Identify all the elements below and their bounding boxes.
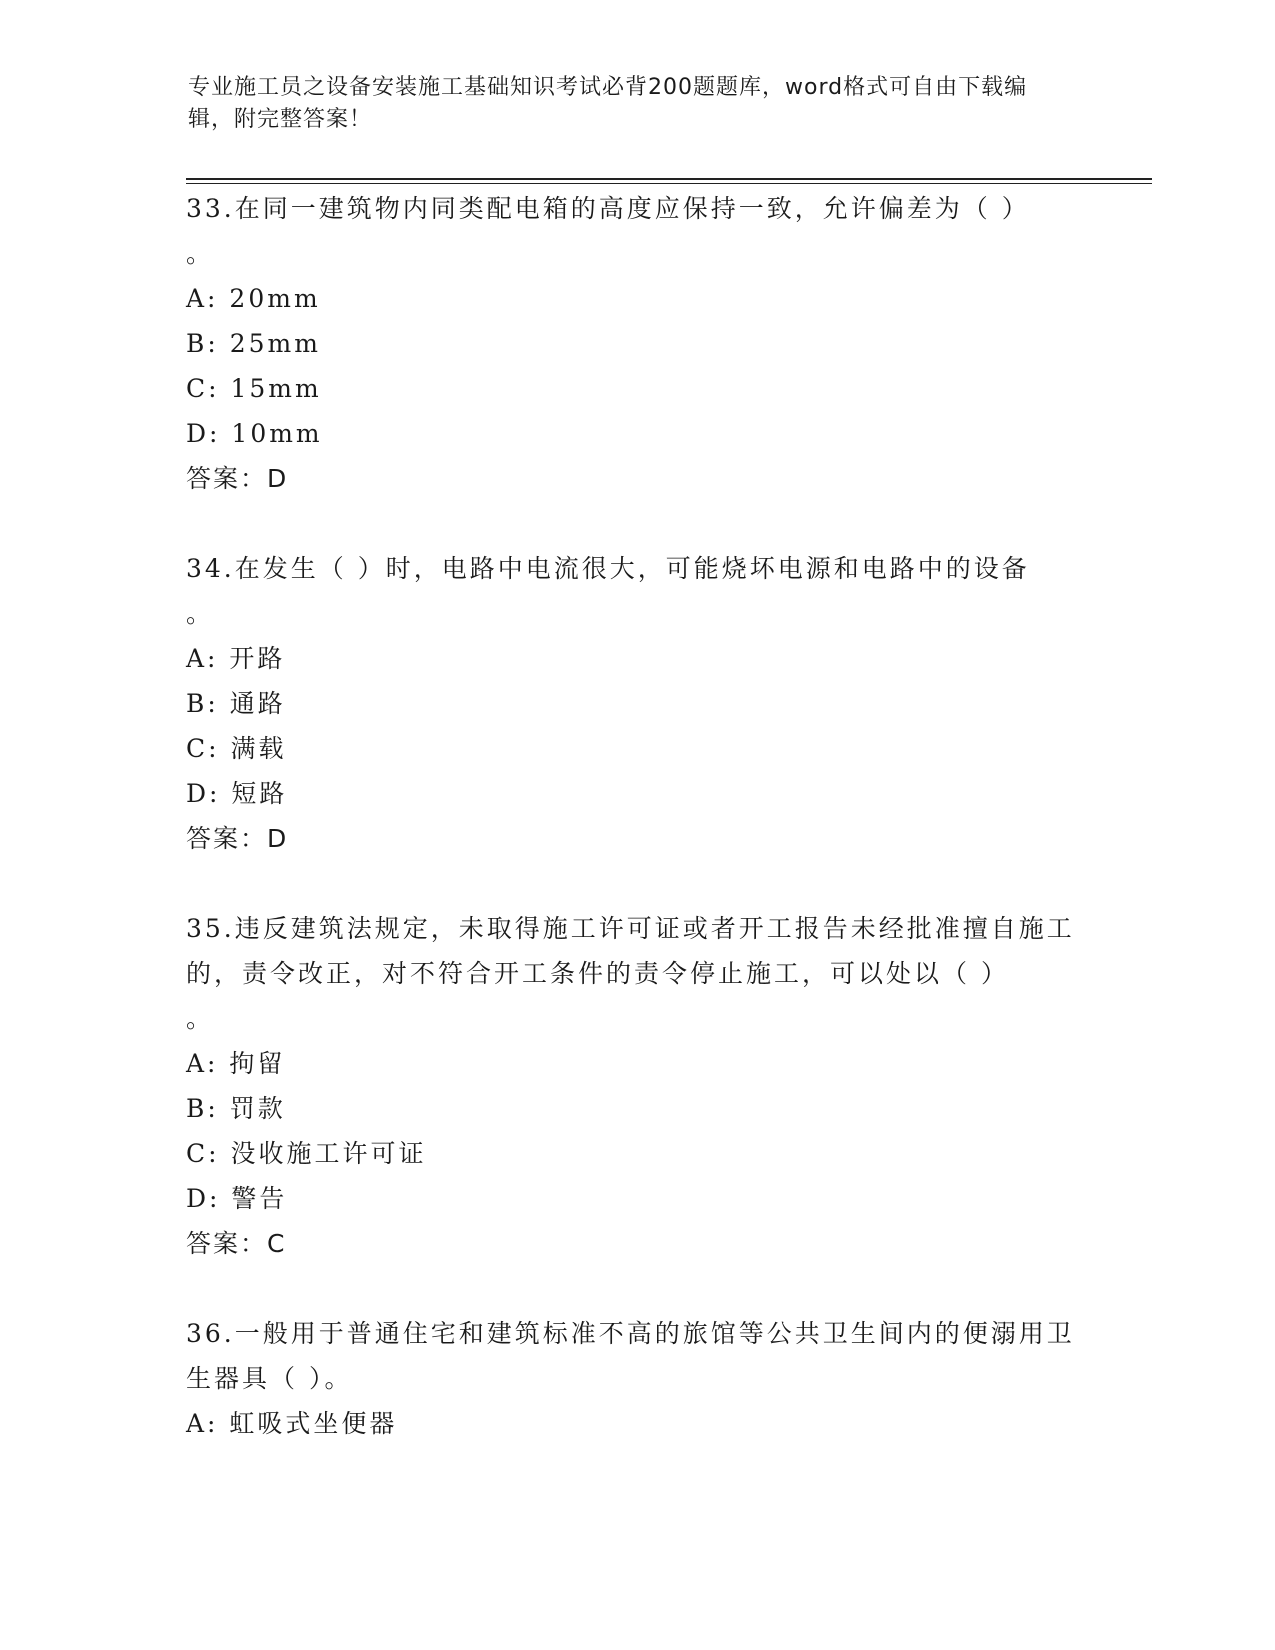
question-36 (186, 1311, 1086, 1446)
option-d: D: 警告 (186, 1184, 288, 1213)
question-end-mark: 。 (186, 239, 215, 268)
question-text: 34.在发生（ ）时，电路中电流很大，可能烧坏电源和电路中的设备 (186, 554, 1030, 583)
question-33 (186, 186, 1086, 501)
option-d: D: 短路 (186, 779, 288, 808)
question-end-mark: 。 (186, 1004, 215, 1033)
header-rule (186, 178, 1152, 180)
question-spacer (186, 1266, 1086, 1311)
answer-line: 答案：D (186, 464, 289, 493)
question-text: 36.一般用于普通住宅和建筑标准不高的旅馆等公共卫生间内的便溺用卫生器具（ ）。 (186, 1319, 1075, 1393)
answer-line: 答案：D (186, 824, 289, 853)
option-d: D: 10mm (186, 419, 323, 448)
option-b: B: 通路 (186, 689, 286, 718)
question-35 (186, 906, 1086, 1266)
question-end-mark: 。 (186, 599, 215, 628)
option-c: C: 没收施工许可证 (186, 1139, 427, 1168)
option-a: A: 20mm (186, 284, 321, 313)
question-text: 35.违反建筑法规定，未取得施工许可证或者开工报告未经批准擅自施工的，责令改正，对不符合开工条件的责令停止施工，可以处以（ ） (186, 914, 1075, 988)
option-c: C: 满载 (186, 734, 287, 763)
question-spacer (186, 861, 1086, 906)
answer-line: 答案：C (186, 1229, 287, 1258)
question-spacer (186, 501, 1086, 546)
option-c: C: 15mm (186, 374, 322, 403)
option-a: A: 拘留 (186, 1049, 286, 1078)
option-a: A: 虹吸式坐便器 (186, 1409, 398, 1438)
page-header (188, 72, 1068, 136)
question-list (186, 186, 1086, 1446)
header-rule-thin (186, 183, 1152, 184)
header-title: 专业施工员之设备安装施工基础知识考试必背200题题库，word格式可自由下载编辑，附完整答案！ (188, 75, 1028, 132)
option-b: B: 25mm (186, 329, 321, 358)
option-a: A: 开路 (186, 644, 286, 673)
question-text: 33.在同一建筑物内同类配电箱的高度应保持一致，允许偏差为（ ） (186, 194, 1030, 223)
option-b: B: 罚款 (186, 1094, 286, 1123)
question-34 (186, 546, 1086, 861)
